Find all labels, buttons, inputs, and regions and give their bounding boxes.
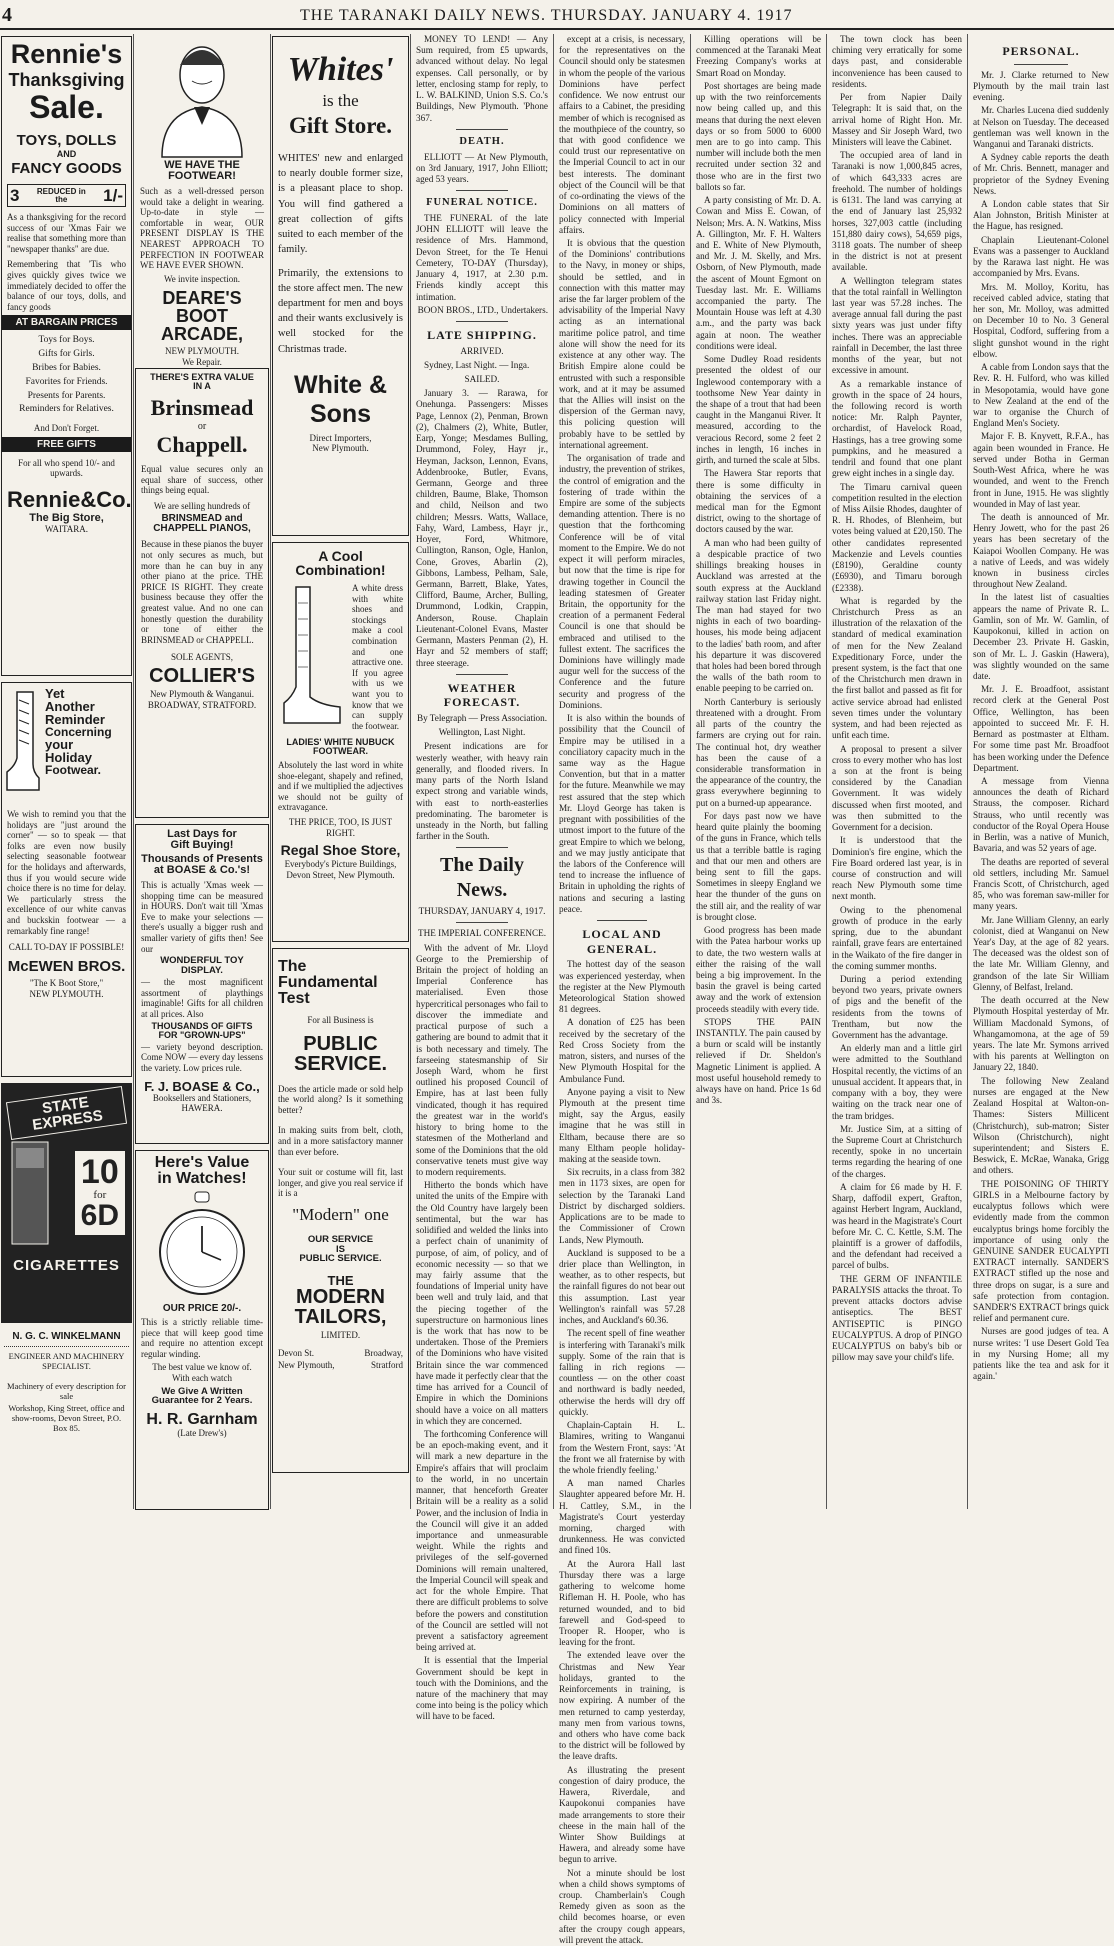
cigarette-packet-icon: [8, 1138, 52, 1248]
whites-name: Whites': [287, 51, 394, 88]
deare-name: DEARE'S: [162, 288, 242, 309]
white-shoe-illustration-icon: [278, 583, 348, 733]
reduced-box: 3 REDUCED in the 1/-: [7, 184, 126, 207]
rennie-co-logo: Rennie&Co.: [7, 486, 132, 512]
colliers-name: COLLIER'S: [149, 665, 255, 688]
bargain-banner: AT BARGAIN PRICES: [2, 315, 131, 330]
column-1: [0, 34, 133, 1509]
local-general-heading: LOCAL AND GENERAL.: [582, 927, 662, 956]
regal-name: Regal Shoe Store,: [280, 842, 401, 859]
whites-gift-store-ad: Whites' is the Gift Store. WHITES' new and enlarged to nearly double former size, is a pleasant place to shop. You will find gathered a great collection of gifts suited to each member of the family. Primarily, the extensions to the store affect men. The new department for men and boys and their wants exclusively is well stocked for the Christmas trade. White & Sons Direct Importers, New Plymouth.: [272, 36, 409, 536]
white-sons-logo: White & Sons: [293, 370, 388, 428]
money-to-lend: MONEY TO LEND! — Any Sum required, from £5 upwards, advanced without delay. No legal expenses. Call personally, or by letter, enclosing stamp for reply, to L. W. BALKIND, Union S.S. Co.'s Buildings, New Plymouth. 'Phone 367.: [416, 34, 548, 123]
death-heading: DEATH.: [459, 135, 505, 147]
gentleman-portrait-icon: [152, 37, 252, 157]
boot-illustration-icon: [7, 690, 41, 800]
personal-heading: PERSONAL.: [1002, 44, 1080, 58]
deare-footwear-ad: WE HAVE THE FOOTWEAR! Such as a well-dressed person would take a delight in wearing. Up-to-date in style — comfortable in wear, OUR PRESENT DISPLAY IS THE NEAREST APPROACH TO PERFECTION IN FOOTWEAR WE HAVE EVER SHOWN. We invite inspection. DEARE'S BOOT ARCADE, NEW PLYMOUTH. We Repair.: [135, 37, 269, 362]
modern-tailors-name: MODERN: [296, 1285, 385, 1308]
boase-name: F. J. BOASE & Co.,: [144, 1078, 260, 1094]
gift-list: Toys for Boys. Gifts for Girls. Bribes for Babies. Favorites for Friends. Presents for Parents. Reminders for Relatives.: [19, 335, 114, 415]
boase-gifts-ad: Last Days for Gift Buying! Thousands of Presents at BOASE & Co.'s! This is actually 'Xmas week — shopping time can be measured in HOURS. Don't wait till 'Xmas Eve to make your selections — there's usually a bigger rush and smaller variety of gifts then! See our WONDERFUL TOY DISPLAY. — the most magnificent assortment of playthings imaginable! Gifts for all children at all prices. Also THOUSANDS OF GIFTS FOR "GROWN-UPS" — variety beyond description. Come NOW — every day lessens the variety. Low prices rule. F. J. BOASE & Co., Booksellers and Stationers, HAWERA.: [135, 824, 269, 1144]
paper-name: The Daily News.: [440, 854, 524, 901]
rennie-sale-ad: Rennie's Thanksgiving Sale. TOYS, DOLLS AND FANCY GOODS 3 REDUCED in the 1/- As a thanksgiving for the record success of our 'Xmas Fair we realise that something more than "newspaper thanks" are due. Remembering that 'Tis who gives quickly gives twice we immediately decided to offer the balance of our toys, dolls, and fancy goods AT BARGAIN PRICES Toys for Boys. Gifts for Girls. Bribes for Babies. Favorites for Friends. Presents for Parents. Reminders for Relatives. And Don't Forget. FREE GIFTS For all who spend 10/- and upwards. Rennie&Co. The Big Store, WAITARA.: [1, 36, 132, 676]
page-number: 4: [2, 4, 12, 26]
column-5: except at a crisis, is necessary, for the representatives on the Council should only be statesmen in whom the people of the various Dominions have perfect confidence. We now entrust our affairs to a Cabinet, the presiding member of which is recognised as the mouthpiece of the country, so that with good confidence we could trust our representative on the Imperial Council to act in our best interests. The dominant object of the Council will be that of co-ordinating the views of the Dominions on all matters of policy connected with Imperial affairs. It is obvious that the question of the Dominions' contributions to the Navy, in money or ships, should be settled, and in connection with this matter may arise the far larger problem of the advisability of the Imperial Navy acting as an international maritime police patrol, and time alone will show the need for its existence at any other way. The British Empire alone could be entrusted with such a responsible work, and at it may be assumed that the Allies will insist on the dispersion of the German navy, this policing question will probably have to be settled by international agreement. The organisation of trade and industry, the prevention of strikes, the control of emigration and the fostering of trade within the Empire are some of the subjects demanding attention. There is no question that the forthcoming Conference will be of vital moment to the Empire. We do not expect it will perform miracles, but now that the time is ripe for drawing together in Council the leading statesmen of Greater Britain, the opportunity for the creation of a permanent Federal Council is one that should be embraced and utilised to the fullest extent. The sacrifices the Dominions have willingly made augur well for the success of the Conference and the future security and progress of the Dominions. It is also within the bounds of possibility that the Council of Empire may be utilised in a conciliatory capacity much in the same way as the Hague Convention, but that in a matter for the future. Meanwhile we may rest assured that the step which Mr. Lloyd George has taken is pregnant with possibilities of the utmost import to the future of the great Empire to which we belong, and we may justly anticipate that the labors of the Conference will tend to increase the influence of Britain in upholding the rights of nations and securing a lasting peace. LOCAL AND GENERAL. The hottest day of the season was experienced yesterday, when the register at the New Plymouth Meteorological Station showed 81 degrees. A donation of £25 has been received by the secretary of the Red Cross Society from the matron, sisters, and nurses of the New Plymouth Hospital for the Ambulance Fund. Anyone paying a visit to New Plymouth at the present time might, say the Argus, easily imagine that he was still in Eltham, because there are so many Eltham people holiday-making at the seaside town. Six recruits, in a class from 382 men in 1173 sixes, are open for selection by the Taranaki Land District by discharged soldiers. Applications are to be made to the Commissioner of Crown Lands, New Plymouth. Auckland is supposed to be a drier place than Wellington, in weather, as to other respects, but the rainfall figures do not bear out this assumption. Last year Wellington's rainfall was 57.28 inches, and Auckland's 60.36. The recent spell of fine weather is interfering with Taranaki's milk supply. Some of the rain that is falling in rich regions — countless — on the other coast and northward is badly needed, otherwise the herds will dry off quickly. Chaplain-Captain H. L. Blamires, writing to Wanganui from the Western Front, says: 'At the front we all fraternise by with the whole friendly feeling.' A man named Charles Slaughter appeared before Mr. H. H. Cattley, S.M., in the Magistrate's Court yesterday morning, charged with drunkenness. He was convicted and fined 10s. At the Aurora Hall last Thursday there was a large gathering to welcome home Rifleman H. H. Poole, who has returned wounded, and to bid farewell and God-speed to Trooper R. Hooper, who is leaving for the front. The extended leave over the Christmas and New Year holidays, granted to the Reinforcements in training, is now expiring. A number of the men returned to camp yesterday, many men from various towns, and others who have come back to the district will be followed by the leave drafts. As illustrating the present congestion of dairy produce, the Hawera, Riverdale, and Kaupokonui companies have made arrangements to store their cheese in the main hall of the Winter Show Buildings at Hawera, and already some have begun to arrive. Not a minute should be lost when a child shows symptoms of croup. Chamberlain's Cough Remedy given as soon as the child becomes hoarse, or even after the croupy cough appears, will prevent the attack.: [559, 34, 685, 1945]
conference-heading: THE IMPERIAL CONFERENCE.: [417, 928, 547, 939]
funeral-heading: FUNERAL NOTICE.: [426, 197, 538, 209]
weather-heading: WEATHER FORECAST.: [443, 680, 521, 710]
modern-tailors-ad: The Fundamental Test For all Business is PUBLIC SERVICE. Does the article made or sold help the world along? Is it something better? In making suits from belt, cloth, and in a more satisfactory manner than ever before. Your suit or costume will fit, last longer, and give you real service if it is a "Modern" one OUR SERVICE IS PUBLIC SERVICE. THE MODERN TAILORS, LIMITED. Devon St. Broadway, New Plymouth, Stratford: [272, 948, 409, 1473]
column-3: [271, 34, 410, 1509]
state-express-ad: STATE EXPRESS 10 for 6D CIGARETTES: [1, 1083, 132, 1323]
late-shipping-heading: LATE SHIPPING.: [427, 327, 537, 342]
masthead: [0, 0, 1114, 30]
column-7: The town clock has been chiming very erratically for some days past, and considerable inconvenience has been caused to residents. Per from Napier Daily Telegraph: It is said that, on the arrival home of Right Hon. Mr. Massey and Sir Joseph Ward, two Ministers will leave the Cabinet. The occupied area of land in Taranaki is now 1,000,845 acres, of which 643,333 acres are freehold. The number of holdings is 6131. The land was carrying at the end of January last 25,932 horses, 327,003 cattle (including 151,880 dairy cows), 54,659 pigs, 3118 goats. The number of sheep in the district is not at present available. A Wellington telegram states that the total rainfall in Wellington last year was 57.28 inches. The average annual fall during the past sixty years was just under fifty inches. There was an appreciable rainfall in December, the last three months of the year, but not excessive in amount. As a remarkable instance of growth in the space of 24 hours, the following record is worth notice: Mr. Ralph Paynter, orchardist, of Havelock Road, Hastings, has a tree growing some pumpkins, and he measured a tendril and found that one plant grew eight inches in a single day. The Timaru carnival queen competition resulted in the election of Miss Ailsie Rhodes, daughter of R. H. Rhodes, of Blenheim, but votes being valued at £20,150. The other candidates represented Mackenzie and Levels counties (£8190), Geraldine county (£6930), and Timaru borough (£2338). What is regarded by the Christchurch Press as an illustration of the relaxation of the standard of medical examination of men for the New Zealand Expeditionary Force, under the present system, is the fact that one of the Christchurch men drawn in the first ballot and passed as fit for active service abroad had enlisted seven times under the voluntary system, and had been rejected as unfit each time. A proposal to present a silver cross to every mother who has lost a son at the front is being considered by the Canadian Government. It was widely discussed when first mooted, and was then submitted to the Government for a decision. It is understood that the Dominion's fire engine, which the Fire Board ordered last year, is in course of construction and will reach New Plymouth some time next month. Owing to the phenomenal growth of produce in the early spring, due to the abundant rainfall, grave fears are entertained in the Waikato of the fire danger in the coming summer months. During a period extending beyond two years, private owners of pigs and the benefit of the residents from the towns of Trentham, but now the Government has the advantage. An elderly man and a little girl were admitted to the Southland Hospital recently, the victims of an unusual accident. It appears that, in company with a boy, they were waiting on the track near one of the tram bridges. Mr. Justice Sim, at a sitting of the Supreme Court at Christchurch recently, spoke in no uncertain terms regarding the hearing of one of the charges. A claim for £6 made by H. F. Sharp, daffodil expert, Grafton, against Herbert Ingram, Auckland, was heard in the Magistrate's Court before Mr. C. C. Kettle, S.M. The plaintiff is a grower of daffodils, and the defendant had received a parcel of bulbs. THE GERM OF INFANTILE PARALYSIS attacks the throat. To prevent attacks doctors advise antiseptics. The BEST ANTISEPTIC is PINGO EUCALYPTUS. A drop of PINGO EUCALYPTUS on baby's bib or pillow may save your child's life.: [832, 34, 962, 1363]
column-8: PERSONAL. Mr. J. Clarke returned to New Plymouth by the mail train last evening. Mr. Charles Lucena died suddenly at Nelson on Tuesday. The deceased gentleman was well known in the Wanganui and Taranaki districts. A Sydney cable reports the death of Mr. Chris. Bennett, manager and proprietor of the Sydney Evening News. A London cable states that Sir Alan Johnston, British Minister at the Hague, has resigned. Chaplain Lieutenant-Colonel Evans was a passenger to Auckland by the Rarawa last night. He was accompanied by Mrs. Evans. Mrs. M. Molloy, Koritu, has received cabled advice, stating that her son, Mr. Molloy, was admitted on December 10 to No. 3 General Hospital, Codford, suffering from a slight gunshot wound in the right elbow. A cable from London says that the Rev. R. H. Fulford, who was killed in Mesopotamia, would have gone to New Zealand at the end of the war to organise the Church of England Men's Society. Major F. B. Knyvett, R.F.A., has again been wounded in France. He served under Botha in German South-West Africa, where he was wounded, and went to the French front in June, 1915. He was slightly wounded in May of last year. The death is announced of Mr. Henry Jowett, who for the past 26 years has been secretary of the Kaiapoi Woollen Company. He was a native of Leeds, and was widely known in business circles throughout New Zealand. In the latest list of casualties appears the name of Private R. L. Gamlin, son of Mr. W. Gamlin, of Kaupokonui, killed in action on December 23. Private H. Gaskin, son of Mr. L. J. Gaskin (Hawera), was slightly wounded on the same date. Mr. J. E. Broadfoot, assistant record clerk at the General Post Office, Wellington, has been appointed to succeed Mr. F. H. Bernard as postmaster at Eltham. For some time past Mr. Broadfoot has been working under the Defence Department. A message from Vienna announces the death of Richard Strauss, the composer. Richard Strauss, who until recently was conductor of the Royal Opera House in Berlin, was a native of Munich, Bavaria, and was 52 years of age. The deaths are reported of several old settlers, including Mr. Samuel Francis Scott, of Christchurch, aged 85, who was foreman saw-miller for many years. Mr. Jane William Glenny, an early colonist, died at Wanganui on New Year's Day, at the age of 82 years. The deceased was the oldest son of the late Mr. William Glenny, and grandson of the late Sir William Glenny, of Belfast, Ireland. The death occurred at the New Plymouth Hospital yesterday of Mr. William Macdonald Symons, of Whangamomona, at the age of 59 years. The late Mr. Symons arrived with his parents at Wellington on January 22, 1840. The following New Zealand nurses are engaged at the New Zealand Hospital at Walton-on-Thames: Sisters Millicent (Christchurch), sub-matron; Sister Wilson (Christchurch), night superintendent; and Sisters E. Beswick, E. McRae, Wanaka, Grigg and others. THE POISONING OF THIRTY GIRLS in a Melbourne factory by eucalyptus follows which were evidently made from the common eucalyptus brings home forcibly the importance of using only the GENUINE SANDER EUCALYPTI EXTRACT internally. SANDER'S EXTRACT stifled up the nose and three drops on sugar, is a sure and safe protection from contagion. SANDER'S EXTRACT brings quick relief and permanent cure. Nurses are good judges of tea. A nurse writes: 'I use Desert Gold Tea in my Nursing Home; all my patients like the tea and ask for it again.': [973, 44, 1109, 1382]
garnham-name: H. R. Garnham: [146, 1410, 258, 1428]
mcewen-name: McEWEN BROS.: [7, 957, 126, 975]
garnham-watch-ad: Here's Value in Watches! OUR PRICE 20/-. This is a strictly reliable time-piece that will keep good time and require no attention except regular winding. The best value we know of. With each watch We Give A Written Guarantee for 2 Years. H. R. Garnham (Late Drew's): [135, 1150, 269, 1510]
column-2: [134, 34, 270, 1509]
mcewen-footwear-ad: Yet Another Reminder Concerning your Holiday Footwear. We wish to remind you that the holidays are "just around the corner" — so to speak — that folks are even now busily selecting seasonable footwear for the holidays and afterwards, thus if you would secure wide choice there is no time for delay. We particularly stress the excellence of our white canvas and buckskin footwear — a remarkably fine range! CALL TO-DAY IF POSSIBLE! McEWEN BROS. "The K Boot Store," NEW PLYMOUTH.: [1, 682, 132, 1077]
winkelmann-ad: N. G. C. WINKELMANN ENGINEER AND MACHINERY SPECIALIST. Machinery of every description for sale Workshop, King Street, office and show-rooms, Devon Street, P.O. Box 85.: [0, 1329, 133, 1435]
pocket-watch-icon: [157, 1190, 247, 1300]
state-express-brand: STATE EXPRESS: [6, 1086, 127, 1140]
regal-shoe-ad: A Cool Combination! A white dress with white shoes and stockings make a cool combination and one attractive one. If you agree with us we want you to know that we can supply the footwear. LADIES' WHITE NUBUCK FOOTWEAR. Absolutely the last word in white shoe-elegant, shapely and refined, and if we multiplied the adjectives we should not be guilty of extravagance. THE PRICE, TOO, IS JUST RIGHT. Regal Shoe Store, Everybody's Picture Buildings, Devon Street, New Plymouth.: [272, 542, 409, 942]
column-4: MONEY TO LEND! — Any Sum required, from £5 upwards, advanced without delay. No legal expenses. Call personally, or by letter, enclosing stamp for reply, to L. W. BALKIND, Union S.S. Co.'s Buildings, New Plymouth. 'Phone 367. DEATH. ELLIOTT — At New Plymouth, on 3rd January, 1917, John Elliott; aged 53 years. FUNERAL NOTICE. THE FUNERAL of the late JOHN ELLIOTT will leave the residence of Mrs. Hammond, Devon Street, for the Te Henui Cemetery, TO-DAY (Thursday), January 4, 1917, at 2.30 p.m. Friends kindly accept this intimation. BOON BROS., LTD., Undertakers. LATE SHIPPING. ARRIVED. Sydney, Last Night. — Inga. SAILED. January 3. — Rarawa, for Onehunga. Passengers: Misses Page, Lennox (2), Penman, Brown (2), Chalmers (2), White, Butler, Earp, Yonge; Mesdames Bulling, Drummond, Foley, Hayr jr., Heyman, Jackson, Lennon, Evans, Addenbrooke, Butler, Evans, Germann, George and three children, Baume, Blake, Thomson and child, Neilson and two children; Messrs. Watts, Wallace, Fahy, Ward, Lambess, Hayr jr., Hoyer, Ford, Whitmore, Cullington, Ranson, Ogle, Hanlon, Cone, Groves, Abarlin (2), Gibbons, Lambess, Pelham, Sale, Germann, Barrett, Blake, Yates, Clifford, Baume, Archer, Bulling, Drummond, Lodkin, Crappin, Anderson, Rouse. Chaplain Lieutenant-Colonel Evans, Master Germann, Masters Penman (2), H. Hayr and 52 members of staff; three steerage. WEATHER FORECAST. By Telegraph — Press Association. Wellington, Last Night. Present indications are for westerly weather, with heavy rain generally, and flooded rivers. In many parts of the North Island expect strong and variable winds, with east to north-easterlies predominating. The barometer is unsteady in the North, but falling farther in the South. The Daily News. THURSDAY, JANUARY 4, 1917. THE IMPERIAL CONFERENCE. With the advent of Mr. Lloyd George to the Premiership of Britain the project of holding an Imperial Conference has materialised. Even those hypercritical personages who fail to discover the immediate and practical purpose of such a gathering are bound to admit that it is both necessary and timely. The farseeing statesmanship of Sir Joseph Ward, whom he first outlined his proposed Council of Empire, has at last been fully vindicated, though it has required the greatest war in the world's history to bring home to the statesmen of the Motherland and some of the Dominions that the old conservative tenets must give way to modern requirements. Hitherto the bonds which have united the units of the Empire with the Old Country have largely been sentimental, but the war has solidified and welded the links into a perfect chain of unanimity of purpose, of aim, of policy, and of economic necessity — so that we may fairly assume that the foundations of Imperial unity have been well and truly laid, and that the piecing together of the superstructure on harmonious lines is the work that has now to be undertaken. Those of the Premiers of the Dominions who have visited Britain since the war commenced have made it perfectly clear that the time has arrived for a Council of Empire in which the Dominions should have a voice on all matters in which they are concerned. The forthcoming Conference will be an epoch-making event, and it will mark a new departure in the Empire's affairs that will proclaim to the world, in no uncertain manner, that henceforth Greater Britain will be a reality as a solid Power, and the inclusion of India in the Council will give it an added importance and unmeasurable weight. While the rights and privileges of the self-governed Dominions will remain unaltered, the Imperial Council will speak and act for the whole Empire. That there are difficult problems to solve before the powers and constitution of the Council are settled will not prevent a satisfactory agreement being arrived at. It is essential that the Imperial Government should be kept in touch with the Dominions, and the nature of the machinery that may come into being is the policy which will have to be faced.: [416, 34, 548, 1722]
colliers-piano-ad: THERE'S EXTRA VALUE IN A Brinsmead or Chappell. Equal value secures only an equal share of success, other things being equal. We are selling hundreds of BRINSMEAD and CHAPPELL PIANOS, Because in these pianos the buyer not only secures as much, but more than he can buy in any other piano at the price. THE PRICE IS RIGHT. They create business because they offer the greatest value. And no one can honestly question the durability or tone of either the BRINSMEAD or CHAPPELL. SOLE AGENTS, COLLIER'S New Plymouth & Wanganui. BROADWAY, STRATFORD.: [135, 368, 269, 818]
free-gifts-banner: FREE GIFTS: [2, 437, 131, 452]
masthead-title: THE TARANAKI DAILY NEWS. THURSDAY. JANUARY 4. 1917: [300, 7, 793, 24]
column-6: Killing operations will be commenced at the Taranaki Meat Freezing Company's works at Smart Road on Monday. Post shortages are being made up with the two reinforcements now being called up, and this means that during the next eleven days or so from 5000 to 6000 men are to go into camp. This number will include both the men recruited under section 32 and those who are in the first two ballots so far. A party consisting of Mr. D. A. Cowan and Miss E. Cowan, of Nelson; Mrs. A. N. Watkins, Miss A. Gillington, Mr. F. H. Walters and E. White of New Plymouth, and Mr. J. M. Skelly, and Mrs. Osborn, of New Plymouth, made the ascent of Mount Egmont on Tuesday last. Mr. E. Williams accompanied the party. The Mountain House was left at 4.30 a.m., and the party was back again at noon. The weather conditions were ideal. Some Dudley Road residents presented the oldest of our Inglewood contemporary with a toothsome New Year dainty in the shape of a trout that had been caught in the Manganui River. It measured, according to the veracious Record, some 2 feet 2 inches in length, 16 inches in girth, and turned the scale at 5lbs. The Hawera Star reports that there is some difficulty in obtaining the services of a medical man for the Egmont district, owing to the shortage of doctors caused by the war. A man who had been guilty of a despicable practice of two shillings breaking houses in Auckland was arrested at the south express at the Auckland railway station last Friday night. The man had stayed for two nights in each of two boarding-houses, his mode being adjacent to the ladies' bath room, and after his departure it was discovered that holes had been bored through the walls of the bath room to enable peeping to be carried on. North Canterbury is seriously threatened with a drought. From all parts of the country the farmers are crying out for rain. The continual hot, dry weather has been the cause of a considerable transformation in the appearance of the country, the grass everywhere beginning to put on a burned-up appearance. For days past now we have heard quite plainly the booming of the guns in France, which tells us that a terrible battle is raging and that our men and others are being sent to fill the gaps. Sometimes in sleepy England we hear the thunder of the guns on the still air, and the reality of war is brought close. Good progress has been made with the Patea harbour works up to date, the two western walls at either the raising of the wall being a big improvement. In the basin the gravel is being carted away and the work of extension proceeds steadily with every tide. STOPS THE PAIN INSTANTLY. The pain caused by a burn or scald will be instantly relieved if Dr. Sheldon's Magnetic Liniment is applied. A most useful household remedy to always have on hand. Price 1s 6d and 3s.: [696, 34, 821, 1106]
rennie-name: Rennie's: [10, 39, 123, 69]
